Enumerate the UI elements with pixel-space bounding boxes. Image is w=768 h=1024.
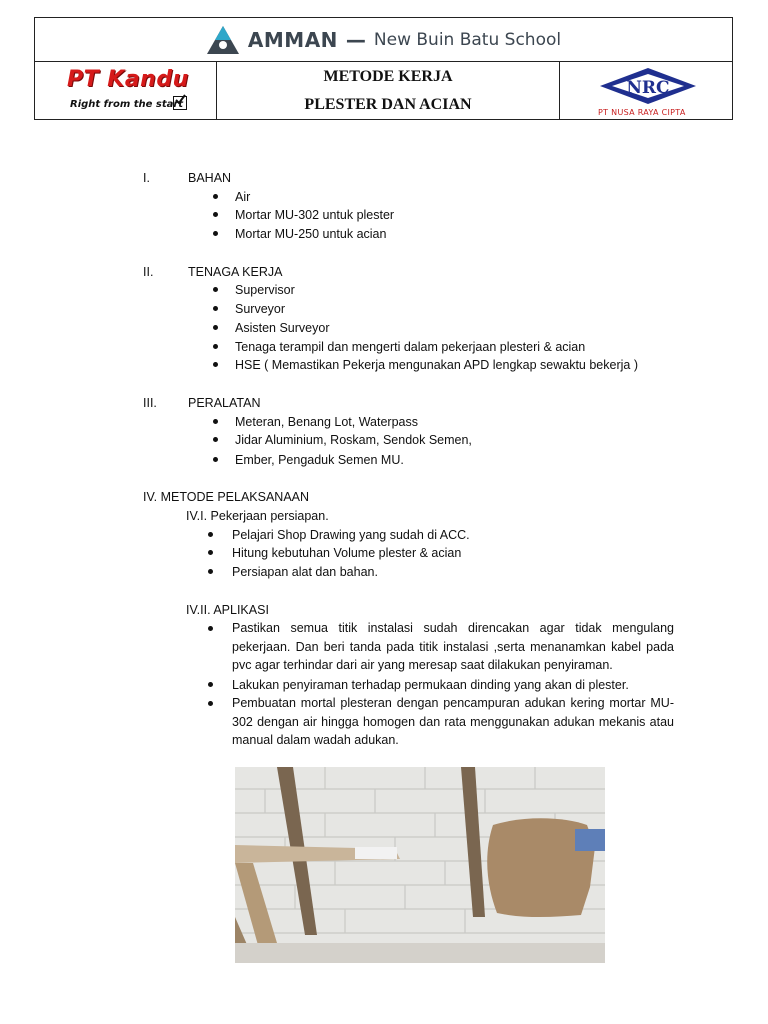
list-item: Hitung kebutuhan Volume plester & acian	[232, 546, 462, 560]
section-title-metode: IV. METODE PELAKSANAAN	[143, 490, 310, 504]
bullet-icon	[213, 362, 218, 367]
section-number: I.	[143, 171, 150, 185]
section-number: II.	[143, 265, 154, 279]
bullet-icon	[213, 344, 218, 349]
contractor-logo	[35, 61, 217, 120]
list-item: Lakukan penyiraman terhadap permukaan dinding yang akan di plester.	[232, 678, 629, 692]
header-row	[35, 61, 732, 120]
list-item: Air	[235, 190, 251, 204]
section-title-bahan: BAHAN	[188, 171, 232, 185]
amman-triangle-icon	[206, 25, 240, 55]
list-item: Mortar MU-250 untuk acian	[235, 227, 387, 241]
list-item: Mortar MU-302 untuk plester	[235, 208, 395, 222]
list-item: HSE ( Memastikan Pekerja mengunakan APD lengkap sewaktu bekerja )	[235, 358, 638, 372]
checkbox-icon	[173, 96, 187, 110]
section-title-tenaga-kerja: TENAGA KERJA	[188, 265, 283, 279]
client-name: PT NUSA RAYA CIPTA	[598, 108, 686, 117]
title-line-1: METODE KERJA	[323, 67, 453, 85]
nrc-diamond-icon	[598, 66, 698, 108]
list-item: Asisten Surveyor	[235, 321, 330, 335]
amman-dash: —	[345, 27, 366, 52]
section-title-peralatan: PERALATAN	[188, 396, 261, 410]
bullet-icon	[213, 231, 218, 236]
bullet-icon	[213, 194, 218, 199]
bullet-icon	[208, 626, 213, 631]
bullet-icon	[208, 569, 213, 574]
list-item: Meteran, Benang Lot, Waterpass	[235, 415, 418, 429]
bullet-icon	[213, 419, 218, 424]
bullet-icon	[208, 550, 213, 555]
bullet-icon	[213, 212, 218, 217]
list-item: Supervisor	[235, 283, 295, 297]
list-item: Pembuatan mortal plesteran dengan pencampuran adukan kering mortar MU-302 dengan air hingga homogen dan rata menggunakan adukan mekanis atau manual dalam wadah adukan.	[232, 696, 674, 748]
bullet-icon	[213, 306, 218, 311]
bullet-icon	[208, 701, 213, 706]
client-logo	[560, 61, 732, 120]
bullet-icon	[213, 437, 218, 442]
list-item: Persiapan alat dan bahan.	[232, 565, 378, 579]
list-item: Pastikan semua titik instalasi sudah direncakan agar tidak mengulang pekerjaan. Dan beri tanda pada titik instalasi ,serta menanamkan kabel pada pvc agar terhindar dari air yang meresap saat dilakukan penyiraman.	[232, 621, 674, 673]
bullet-icon	[208, 682, 213, 687]
contractor-name: PT Kandu	[67, 67, 189, 92]
subsection-title-persiapan: IV.I. Pekerjaan persiapan.	[186, 509, 329, 523]
list-item: Ember, Pengaduk Semen MU.	[235, 453, 404, 467]
bullet-icon	[208, 532, 213, 537]
title-line-2: PLESTER DAN ACIAN	[304, 95, 472, 113]
list-item: Jidar Aluminium, Roskam, Sendok Semen,	[235, 433, 472, 447]
nrc-logo-text: NRC	[626, 78, 670, 98]
document-title	[217, 61, 560, 120]
wall-plastering-photo	[235, 767, 605, 963]
list-item: Pelajari Shop Drawing yang sudah di ACC.	[232, 528, 470, 542]
contractor-tagline: Right from the start	[70, 99, 184, 110]
bullet-icon	[213, 287, 218, 292]
project-name: New Buin Batu School	[373, 29, 562, 50]
list-item: Surveyor	[235, 302, 286, 316]
list-item: Tenaga terampil dan mengerti dalam pekerjaan plesteri & acian	[235, 340, 586, 354]
bullet-icon	[213, 457, 218, 462]
bullet-icon	[213, 325, 218, 330]
amman-name: AMMAN	[247, 27, 338, 52]
document-header	[34, 17, 733, 120]
subsection-title-aplikasi: IV.II. APLIKASI	[186, 603, 269, 617]
amman-logo	[206, 25, 561, 55]
project-banner	[35, 18, 732, 62]
section-number: III.	[143, 396, 157, 410]
